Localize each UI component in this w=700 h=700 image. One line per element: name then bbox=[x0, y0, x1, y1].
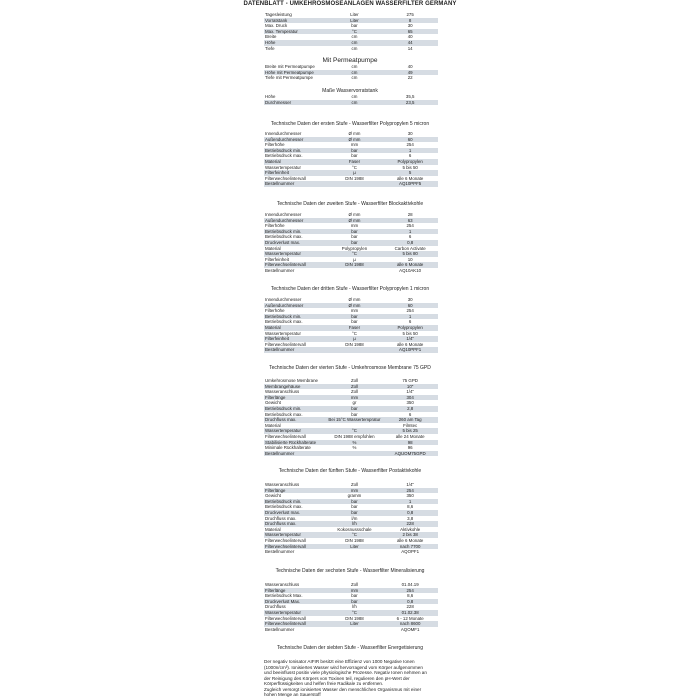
spec-label: Betriebsdruck min. bbox=[265, 228, 302, 234]
table-row bbox=[264, 100, 438, 106]
spec-unit: cm bbox=[351, 75, 358, 81]
section-heading: Technische Daten der dritten Stufe - Wasserfilter Polypropylen 1 micron bbox=[270, 286, 430, 292]
spec-value: 254 bbox=[406, 587, 414, 593]
spec-unit: bar bbox=[351, 234, 358, 240]
spec-unit: mm bbox=[350, 142, 359, 148]
spec-unit: Ø mm bbox=[348, 302, 361, 308]
spec-value: 6 - 12 Monate bbox=[396, 615, 424, 621]
spec-value: 350 bbox=[406, 493, 414, 499]
spec-label: Höhe bbox=[265, 94, 276, 99]
spec-unit bbox=[327, 268, 383, 274]
spec-label: Außendurchmesser bbox=[265, 302, 304, 308]
spec-unit: Polypropylen bbox=[341, 245, 368, 251]
spec-unit bbox=[327, 451, 383, 457]
spec-label: Breite bbox=[265, 34, 277, 40]
spec-unit: Zoll bbox=[350, 383, 359, 389]
spec-label: Druchfluss bbox=[265, 604, 286, 610]
spec-unit: bar bbox=[351, 405, 358, 411]
spec-unit: gr bbox=[352, 400, 357, 406]
spec-value: 22 bbox=[407, 75, 413, 81]
spec-label: Druchfluss max. bbox=[265, 417, 297, 423]
spec-unit: DIN 1988 bbox=[345, 537, 364, 543]
spec-unit: Ø mm bbox=[348, 136, 361, 142]
paragraph-line: der Reinigung des Körpers von Toxinen teil, regulieren den pH-Wert der bbox=[264, 675, 410, 681]
spec-label: Betriebsdruck max. bbox=[265, 234, 303, 240]
spec-label: Filterfeinheit bbox=[265, 256, 289, 262]
spec-label: Wasseranschluss bbox=[265, 482, 300, 487]
spec-label: Betriebsdruck max. bbox=[265, 504, 303, 510]
section-heading: Technische Daten der vierten Stufe - Umkehrosmose Membrane 75 GPD bbox=[269, 365, 431, 371]
spec-value: alle 24 Monate bbox=[395, 433, 425, 439]
spec-unit: µ bbox=[353, 170, 356, 176]
spec-value: 228 bbox=[406, 604, 414, 610]
spec-label: Betriebsdruck max. bbox=[265, 411, 303, 417]
spec-label: Max. Temperatur bbox=[265, 28, 298, 34]
spec-value: 10 bbox=[407, 256, 413, 262]
spec-label: Filterlänge bbox=[265, 394, 286, 400]
table-row bbox=[264, 181, 438, 187]
spec-value: 40 bbox=[407, 34, 413, 40]
spec-label: Stabilisierte Rückhalterate bbox=[265, 439, 317, 445]
spec-unit: DIN 1988 empfohlen bbox=[334, 433, 375, 439]
spec-unit: bar bbox=[351, 319, 358, 325]
spec-value: AQ10PPF5 bbox=[399, 181, 422, 187]
spec-label: Außendurchmesser bbox=[265, 217, 304, 223]
spec-label: Max. Druck bbox=[265, 23, 288, 29]
spec-label: Wassertemperatur bbox=[265, 251, 301, 257]
spec-unit: °C bbox=[352, 428, 357, 434]
spec-unit: bar bbox=[351, 598, 358, 604]
spec-value: 1 bbox=[408, 313, 412, 319]
spec-unit: Ø mm bbox=[348, 217, 361, 223]
spec-table bbox=[264, 64, 438, 81]
spec-value: 6 bbox=[408, 411, 412, 417]
spec-value: 5 bbox=[408, 170, 412, 176]
spec-unit: bar bbox=[351, 593, 358, 599]
spec-unit: % bbox=[352, 445, 357, 451]
spec-value: 01.02.38 bbox=[401, 609, 419, 615]
spec-label: Höhe mit Permeatpumpe bbox=[265, 69, 314, 75]
spec-value: nach 8600 bbox=[399, 621, 421, 627]
spec-label: Filterhöhe bbox=[265, 223, 285, 229]
spec-unit: bar bbox=[351, 147, 358, 153]
spec-unit: mm bbox=[350, 487, 359, 493]
spec-value: 8 bbox=[408, 17, 412, 23]
spec-label: Bestellnummer bbox=[265, 347, 295, 353]
spec-label: Druckverlust max. bbox=[265, 509, 301, 515]
spec-label: Bestellnummer bbox=[265, 626, 295, 632]
spec-value: Polypropylen bbox=[397, 158, 423, 164]
spec-unit: l/h bbox=[352, 604, 357, 610]
spec-value: 2 bis 38 bbox=[402, 532, 418, 538]
spec-unit: bar bbox=[351, 23, 358, 29]
spec-table bbox=[264, 482, 438, 555]
spec-value: 30 bbox=[407, 131, 413, 136]
spec-unit: Zoll bbox=[350, 378, 359, 383]
spec-unit: bar bbox=[351, 153, 358, 159]
spec-unit: cm bbox=[351, 69, 358, 75]
spec-value: AQ10PPF1 bbox=[399, 347, 422, 353]
spec-unit: bar bbox=[351, 504, 358, 510]
spec-value: 6 bbox=[408, 234, 412, 240]
spec-unit: °C bbox=[352, 609, 357, 615]
spec-value: 28 bbox=[407, 212, 413, 217]
spec-value: 0,8 bbox=[407, 239, 414, 245]
spec-label: Druckverlust max. bbox=[265, 239, 301, 245]
spec-label: Material bbox=[265, 526, 281, 532]
spec-value: 75 GPD bbox=[402, 378, 418, 383]
spec-value: 63 bbox=[407, 217, 413, 223]
spec-value: 5 bis 80 bbox=[402, 251, 418, 257]
spec-unit: gramm bbox=[347, 493, 362, 499]
spec-label: Material bbox=[265, 422, 281, 428]
spec-label: Wassertemperatur bbox=[265, 164, 301, 170]
spec-value: AQ10AK10 bbox=[399, 267, 422, 273]
spec-unit: Ø mm bbox=[348, 212, 361, 217]
spec-unit: DIN 1988 bbox=[345, 615, 364, 621]
spec-unit: Faser bbox=[348, 158, 361, 164]
spec-unit: µ bbox=[353, 256, 356, 262]
spec-value: 254 bbox=[406, 308, 414, 314]
spec-value: 44 bbox=[407, 39, 413, 45]
spec-label: Betriebsdruck min. bbox=[265, 147, 302, 153]
section-heading: Technische Daten der ersten Stufe - Wasserfilter Polypropylen 5 micron bbox=[270, 121, 430, 127]
spec-value: 30 bbox=[407, 297, 413, 302]
page-title: DATENBLATT - UMKEHROSMOSEANLAGEN WASSERFILTER GERMANY bbox=[243, 1, 457, 7]
spec-value: alle 6 Monate bbox=[396, 537, 424, 543]
spec-label: Wasseranschluss bbox=[265, 582, 300, 587]
spec-unit: bar bbox=[351, 228, 358, 234]
spec-value: 30 bbox=[407, 23, 413, 29]
spec-value: 0,8 bbox=[407, 598, 414, 604]
spec-label: Außendurchmesser bbox=[265, 136, 304, 142]
spec-label: Wasseranschluss bbox=[265, 389, 300, 395]
spec-label: Betriebsdruck min. bbox=[265, 313, 302, 319]
spec-value: 2,8 bbox=[407, 405, 414, 411]
spec-unit: Liter bbox=[350, 17, 359, 23]
spec-label: Betriebsdruck Max. bbox=[265, 593, 303, 599]
spec-unit: Ø mm bbox=[348, 297, 361, 302]
spec-value: 01.04.19 bbox=[401, 582, 419, 587]
spec-value: 1/4" bbox=[406, 482, 414, 487]
spec-label: Vorratstank bbox=[265, 17, 288, 23]
spec-value: 1 bbox=[408, 498, 412, 504]
spec-label: Bestellnummer bbox=[265, 549, 295, 555]
spec-label: Filterwechselintervall bbox=[265, 543, 306, 549]
table-row bbox=[264, 268, 438, 274]
spec-label: Filterlänge bbox=[265, 587, 286, 593]
spec-unit: µ bbox=[353, 336, 356, 342]
spec-label: Minimale Rückhalterate bbox=[265, 445, 311, 451]
spec-value: 49 bbox=[407, 69, 413, 75]
spec-value: 254 bbox=[406, 487, 414, 493]
paragraph-line: hohen Menge an Sauerstoff bbox=[264, 692, 321, 697]
spec-value: 1/4" bbox=[406, 389, 414, 395]
table-row bbox=[264, 451, 438, 457]
spec-label: Material bbox=[265, 245, 281, 251]
spec-value: 1 bbox=[408, 147, 412, 153]
table-row bbox=[264, 75, 438, 81]
spec-unit: cm bbox=[351, 64, 358, 69]
spec-table bbox=[264, 582, 438, 632]
spec-value: 35,5 bbox=[405, 94, 415, 99]
spec-unit: Liter bbox=[350, 543, 359, 549]
section-heading: Mit Permeatpumpe bbox=[322, 57, 378, 64]
spec-value: 8,6 bbox=[407, 504, 414, 510]
spec-label: Bestellnummer bbox=[265, 181, 295, 187]
spec-value: 5 bis 50 bbox=[402, 330, 418, 336]
spec-label: Filterwechselintervall bbox=[265, 433, 306, 439]
spec-unit: DIN 1988 bbox=[345, 262, 364, 268]
spec-unit: cm bbox=[351, 45, 358, 51]
spec-value: 6 bbox=[408, 319, 412, 325]
spec-value: 3,8 bbox=[407, 515, 414, 521]
spec-unit: Zoll bbox=[350, 389, 359, 395]
spec-unit: Bei 15°C Wassertempratur bbox=[328, 417, 381, 423]
spec-label: Filterhöhe bbox=[265, 142, 285, 148]
spec-unit: l/m bbox=[351, 515, 358, 521]
spec-value: alle 6 Monate bbox=[396, 341, 424, 347]
spec-value: 304 bbox=[406, 394, 414, 400]
spec-unit: Faser bbox=[348, 324, 361, 330]
spec-unit: bar bbox=[351, 498, 358, 504]
spec-value: 5 bis 25 bbox=[402, 428, 418, 434]
spec-unit: l/h bbox=[352, 521, 357, 527]
spec-label: Druchfluss max. bbox=[265, 515, 297, 521]
table-row bbox=[264, 46, 438, 52]
section-heading: Technische Daten der zweiten Stufe - Wasserfilter Blockaktivkohle bbox=[276, 201, 424, 207]
spec-value: 65 bbox=[407, 28, 413, 34]
spec-label: Material bbox=[265, 324, 281, 330]
spec-unit: °C bbox=[352, 532, 357, 538]
spec-unit: Ø mm bbox=[348, 131, 361, 136]
spec-value: 60 bbox=[407, 136, 413, 142]
spec-label: Betriebsdruck max. bbox=[265, 319, 303, 325]
spec-label: Filterwechselintervall bbox=[265, 262, 306, 268]
spec-value: 254 bbox=[406, 142, 414, 148]
spec-unit: cm bbox=[351, 94, 358, 99]
spec-label: Filterfeinheit bbox=[265, 336, 289, 342]
spec-unit: DIN 1988 bbox=[345, 175, 364, 181]
spec-unit: Zoll bbox=[350, 482, 359, 487]
spec-value: Aktivkohle bbox=[400, 526, 421, 532]
table-row bbox=[264, 347, 438, 353]
spec-unit: mm bbox=[350, 394, 359, 400]
spec-unit: DIN 1988 bbox=[345, 341, 364, 347]
spec-label: Innendurchmesser bbox=[265, 297, 302, 302]
spec-unit: Zoll bbox=[350, 582, 359, 587]
spec-label: Betriebsdruck min. bbox=[265, 405, 302, 411]
spec-unit bbox=[327, 181, 383, 187]
spec-unit: bar bbox=[351, 411, 358, 417]
spec-value: 1/4" bbox=[406, 336, 414, 342]
table-row bbox=[264, 549, 438, 555]
paragraph-line: Zugleich versorgt ionisiertes Wasser den menschlichen Organismus mit einer bbox=[264, 686, 422, 692]
section-heading: Technische Daten der sechsten Stufe - Wasserfilter Mineralisierung bbox=[275, 568, 425, 574]
spec-unit: bar bbox=[351, 239, 358, 245]
spec-table bbox=[264, 12, 438, 51]
spec-label: Tiefe mit Permeatpumpe bbox=[265, 75, 313, 81]
spec-value: 228 bbox=[406, 521, 414, 527]
spec-unit: % bbox=[352, 439, 357, 445]
spec-label: Bestellnummer bbox=[265, 450, 295, 456]
spec-label: Tagesleistung bbox=[265, 12, 292, 17]
spec-label: Filterwechselintervall bbox=[265, 341, 306, 347]
spec-unit: Liter bbox=[350, 621, 359, 627]
spec-label: Innendurchmesser bbox=[265, 212, 302, 217]
section-heading: Technische Daten der siebten Stufe - Wasserfilter Energetisierung bbox=[277, 645, 423, 651]
spec-label: Betriebsdruck max. bbox=[265, 153, 303, 159]
spec-unit: Liter bbox=[350, 12, 359, 17]
spec-value: 14 bbox=[407, 45, 413, 51]
spec-table bbox=[264, 297, 438, 353]
spec-table bbox=[264, 212, 438, 274]
spec-value: AQUOM75GPD bbox=[394, 450, 426, 456]
paragraph-line: Körperflüssigkeiten und helfen freie Radikale zu entfernen. bbox=[264, 681, 384, 686]
spec-value: alle 6 Monate bbox=[396, 175, 424, 181]
spec-label: Höhe bbox=[265, 39, 276, 45]
spec-value: Carbon Activate bbox=[394, 245, 426, 251]
paragraph-line: (1000n/cm³). Ionisiertes Wasser wird hervorragend vom Körper aufgenommen bbox=[264, 664, 423, 670]
spec-label: Filterfeinheit bbox=[265, 170, 289, 176]
spec-unit bbox=[327, 549, 383, 555]
paragraph-line: Der negativ Ionisator AIFIR besitzt eine Effizienz von 1000 Negative Ionen bbox=[264, 659, 415, 664]
spec-unit bbox=[327, 347, 383, 353]
section-heading: Technische Daten der fünften Stufe - Wasserfilter Postaktivkohle bbox=[278, 468, 422, 474]
spec-value: 23,5 bbox=[405, 99, 415, 105]
table-row bbox=[264, 627, 438, 633]
spec-label: Breite mit Permeatpumpe bbox=[265, 64, 315, 69]
spec-label: Filterlänge bbox=[265, 487, 286, 493]
spec-value: 1 bbox=[408, 228, 412, 234]
spec-label: Gewicht bbox=[265, 493, 281, 499]
spec-label: Wassertemperatur bbox=[265, 330, 301, 336]
spec-value: Filmtec bbox=[403, 422, 418, 428]
spec-value: 60 bbox=[407, 302, 413, 308]
spec-label: Betriebsdruck min. bbox=[265, 498, 302, 504]
spec-value: alle 6 Monate bbox=[396, 262, 424, 268]
spec-label: Innendurchmesser bbox=[265, 131, 302, 136]
spec-value: AQOPF1 bbox=[401, 549, 420, 555]
spec-label: Filterwechselintervall bbox=[265, 621, 306, 627]
spec-label: Bestellnummer bbox=[265, 267, 295, 273]
spec-value: nach 7700 bbox=[399, 543, 421, 549]
spec-unit: mm bbox=[350, 308, 359, 314]
spec-unit: cm bbox=[351, 99, 358, 105]
spec-label: Druckverlust Max. bbox=[265, 598, 301, 604]
spec-unit: bar bbox=[351, 509, 358, 515]
spec-value: 260 am Tag bbox=[398, 417, 422, 423]
section-heading: Maße Wasservorratstank bbox=[322, 88, 378, 94]
spec-unit: cm bbox=[351, 34, 358, 40]
spec-label: Tiefe bbox=[265, 45, 275, 51]
spec-label: Filterwechselintervall bbox=[265, 175, 306, 181]
spec-value: Polypropylen bbox=[397, 324, 423, 330]
spec-table bbox=[264, 94, 438, 105]
spec-label: Material bbox=[265, 158, 281, 164]
spec-unit: Kokosnussschale bbox=[337, 526, 372, 532]
spec-value: 98 bbox=[407, 439, 413, 445]
spec-value: 8,6 bbox=[407, 593, 414, 599]
spec-label: Gewicht bbox=[265, 400, 281, 406]
spec-unit: °C bbox=[352, 251, 357, 257]
spec-value: 275 bbox=[406, 12, 414, 17]
spec-label: Filterwechselintervall bbox=[265, 537, 306, 543]
spec-value: 5 bis 50 bbox=[402, 164, 418, 170]
spec-value: 6 bbox=[408, 153, 412, 159]
spec-label: Wassertemperatur bbox=[265, 609, 301, 615]
spec-value: 40 bbox=[407, 64, 413, 69]
spec-label: Wassertemperatur bbox=[265, 428, 301, 434]
spec-value: AQOMF1 bbox=[400, 626, 420, 632]
spec-value: 350 bbox=[406, 400, 414, 406]
spec-label: Membrangehäuse bbox=[265, 383, 301, 389]
spec-label: Filterhöhe bbox=[265, 308, 285, 314]
spec-unit: mm bbox=[350, 587, 359, 593]
ionizer-description bbox=[264, 659, 442, 698]
paragraph-line: und beeinflusst positiv viele physiologische Prozesse. Negativ Ionen nehmen an bbox=[264, 670, 427, 675]
spec-table bbox=[264, 131, 438, 187]
spec-value: 254 bbox=[406, 223, 414, 229]
spec-unit bbox=[327, 627, 383, 633]
spec-value: 0,8 bbox=[407, 509, 414, 515]
spec-label: Druchfluss max. bbox=[265, 521, 297, 527]
spec-table bbox=[264, 378, 438, 456]
spec-label: Filterwechselintervall bbox=[265, 615, 306, 621]
spec-label: Durchmesser bbox=[265, 99, 292, 105]
spec-unit: °C bbox=[352, 28, 357, 34]
spec-unit: mm bbox=[350, 223, 359, 229]
spec-unit: bar bbox=[351, 313, 358, 319]
spec-value: 96 bbox=[407, 445, 413, 451]
spec-value: 10" bbox=[406, 383, 414, 389]
spec-label: Umkehrosmose Membrane bbox=[265, 378, 318, 383]
spec-unit: cm bbox=[351, 39, 358, 45]
spec-label: Wassertemperatur bbox=[265, 532, 301, 538]
spec-unit: °C bbox=[352, 330, 357, 336]
spec-unit: °C bbox=[352, 164, 357, 170]
